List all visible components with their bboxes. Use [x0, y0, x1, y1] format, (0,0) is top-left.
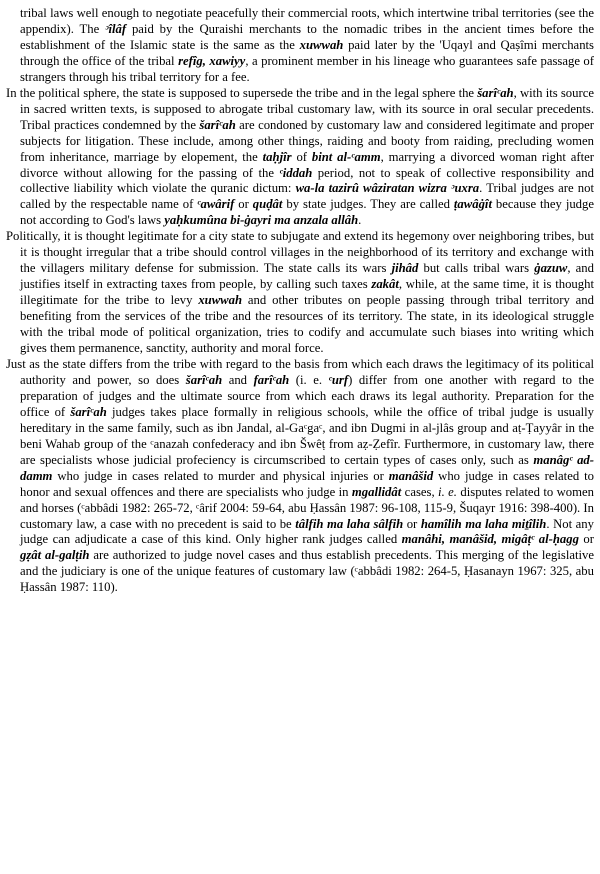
transliterated-term: ᶜiddah	[279, 165, 313, 180]
body-text: cases,	[401, 484, 439, 499]
body-text: tribal laws well enough to negotiate peacefully their commercial roots, which intertwine tribal territories (see the appendix). The	[20, 6, 594, 36]
body-text: who judge in cases related to murder and physical injuries or	[52, 468, 389, 483]
transliterated-term: yaḥkumûna bi-ġayri ma anzala allâh	[164, 213, 359, 228]
body-text: judges takes place formally in religious schools, while the office of tribal judge is usually hereditary in the same family, such as ibn Jandal, al-Gaᶜgaᶜ, and ibn Dugmi in al-jlâs group and aṭ-Ṭayyâr in the beni Wahab group of the ᶜanazah confederacy and ibn Šwêṭ from aẓ-Ẓefîr. Furthermore, in customary law, there are specialists whose judicial profeciency is circumscribed to certain types of cases only, such as	[20, 404, 595, 467]
body-text: Just as the state differs from the tribe with regard to the basis from which each draws the legitimacy of its political authority and power, so does	[6, 356, 594, 387]
transliterated-term: zakât	[371, 277, 399, 292]
body-text: disputes related to women and horses (ᶜabbâdi 1982: 265-72, ᶜârif 2004: 59-64, abu Ḥassân 1987: 96-108, 115-9, Šuqayr 1916: 398-400). In customary law, a case with no precedent is said to be	[20, 484, 594, 531]
emphasis-text: i. e.	[438, 484, 457, 499]
body-text: , and justifies itself in extracting taxes from people, by calling such taxes	[20, 261, 594, 292]
transliterated-term: hamîlih ma laha miṯîlih	[420, 516, 547, 531]
transliterated-term: xuwwah	[299, 37, 344, 52]
transliterated-term: šarîᶜah	[70, 404, 107, 419]
body-text: because they judge not according to God's laws	[20, 197, 595, 228]
paragraph-state-vs-tribe-law	[6, 86, 594, 230]
body-text: Politically, it is thought legitimate for a city state to subjugate and extend its hegemony over neighboring tribes, but it is thought irregular that a tribe should control villages in the neighborhood of its territory and exchange with the villagers military defense for submission. The state calls its wars	[6, 229, 594, 276]
transliterated-term: refîg, xawiyy	[178, 53, 246, 68]
body-text: by state judges. They are called	[282, 197, 454, 212]
transliterated-term: ġazuw	[534, 261, 568, 276]
transliterated-term: tâlfih ma laha sâlfih	[295, 516, 404, 531]
body-text: paid later by the 'Uqayl and Qaṣîmi merchants through the office of the tribal	[20, 37, 594, 68]
transliterated-term: bint al-ᶜamm	[311, 149, 381, 164]
body-text: .	[358, 213, 362, 228]
body-text: are condoned by customary law and considered legitimate and proper subjects for litigation. These include, among other things, raiding and booty from raiding, precluding women from inheritance, marriage by elopement, the	[20, 117, 595, 164]
transliterated-term: ṭawâġît	[453, 197, 492, 212]
transliterated-term: šarîᶜah	[477, 85, 514, 100]
transliterated-term: manâšid	[388, 468, 434, 483]
transliterated-term: wa-la tazirû wâziratan wizra ᵓuxra	[295, 181, 480, 196]
transliterated-term: ᶜurf	[328, 372, 349, 387]
body-text: and	[222, 372, 254, 387]
body-text: of	[291, 149, 312, 164]
body-text: In the political sphere, the state is supposed to supersede the tribe and in the legal sphere the	[6, 85, 478, 100]
transliterated-term: gẓât al-galṭih	[20, 548, 90, 563]
body-text: paid by the Quraishi merchants to the nomadic tribes in the ancient times before the establishment of the Islamic state is the same as the	[20, 21, 595, 52]
transliterated-term: mgallidât	[351, 484, 402, 499]
body-text: who judge in cases related to honor and sexual offences and there are specialists who judge in	[20, 468, 594, 499]
body-text: , with its source in sacred written texts, is supposed to abrogate tribal customary law, with its source in oral secular precedents. Tribal practices condemned by the	[20, 85, 594, 132]
transliterated-term: xuwwah	[198, 293, 243, 308]
transliterated-term: jihâd	[391, 261, 419, 276]
body-text: . Not any judge can adjudicate a case of this kind. Only higher rank judges called	[20, 516, 594, 547]
transliterated-term: manâhi, manâšid, migâṭᶜ al-ḥagg	[401, 532, 579, 547]
transliterated-term: šarîᶜah	[185, 372, 223, 387]
body-text: . Tribal judges are not called by the respectable name of	[20, 181, 594, 212]
body-text: but calls tribal wars	[418, 261, 535, 276]
body-text: are authorized to judge novel cases and thus establish precedents. This merging of the legislative and the judiciary is one of the unique features of customary law (ᶜabbâdi 1982: 264-5, Ḥasanayn 1967: 325, abu Ḥassân 1987: 110).	[20, 548, 595, 595]
body-text: ) differ from one another with regard to the preparation of judges and the ultimate source from which each draws its legal authority. Preparation for the office of	[20, 372, 594, 419]
transliterated-term: ᵓîlâf	[105, 21, 127, 36]
paragraph-continued	[6, 6, 594, 86]
paragraph-judges-preparation	[6, 357, 594, 596]
transliterated-term: taḥjîr	[262, 149, 292, 164]
transliterated-term: ᶜawârif	[197, 197, 235, 212]
transliterated-term: šarîᶜah	[199, 117, 236, 132]
paragraph-political-legitimacy	[6, 229, 594, 357]
body-text: or	[403, 516, 421, 531]
body-text: , while, at the same time, it is thought illegitimate for the tribe to levy	[20, 277, 594, 308]
transliterated-term: farîᶜah	[253, 372, 290, 387]
body-text: (i. e.	[289, 372, 329, 387]
body-text: and other tributes on people passing through tribal territory and benefiting from the services of the tribe and the resources of its territory. The state, in its ideological struggle with the tribal mode of political organization, tries to codify and accumulate such biases into writing which gives them permanence, sanctity, authority and moral force.	[20, 293, 594, 356]
body-text: , marrying a divorced woman right after divorce without allowing for the passing of the	[20, 149, 594, 180]
transliterated-term: manâgᶜ ad-damm	[20, 452, 594, 483]
body-text: or	[234, 197, 253, 212]
body-text: , a prominent member in his lineage who guarantees safe passage of strangers through his tribal territory for a fee.	[20, 53, 595, 84]
body-text: period, not to speak of collective responsibility and collective liability which violate the quranic dictum:	[20, 165, 594, 196]
body-text: or	[578, 532, 594, 547]
transliterated-term: quḍât	[252, 197, 283, 212]
